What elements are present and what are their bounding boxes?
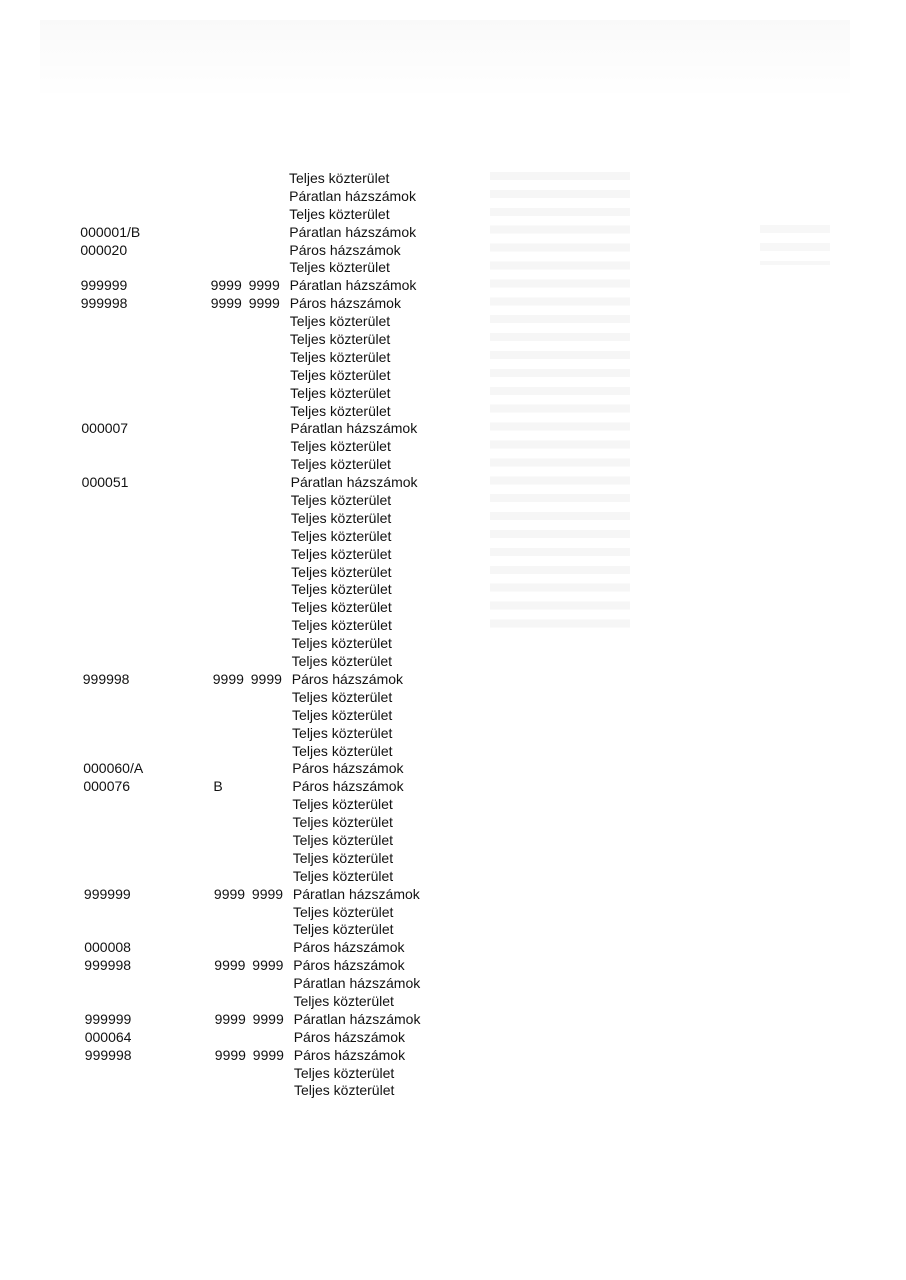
- address-type-cell: Páros házszámok: [291, 670, 404, 687]
- table-row: [1, 349, 906, 367]
- table-row: [4, 939, 906, 957]
- table-row: [4, 832, 906, 850]
- table-row: [0, 259, 906, 277]
- table-row: [1, 313, 906, 331]
- address-type-cell: Páros házszámok: [293, 1046, 406, 1063]
- range-from-cell: B: [213, 778, 223, 795]
- table-row: [5, 993, 906, 1011]
- address-type-cell: Teljes közterület: [293, 992, 394, 1009]
- range-from-cell: 9999: [214, 957, 246, 974]
- table-row: [2, 546, 906, 564]
- address-type-cell: Teljes közterület: [289, 170, 390, 186]
- range-from-cell: 9999: [210, 295, 242, 312]
- address-type-cell: Teljes közterület: [294, 1082, 395, 1099]
- table-row: [4, 868, 906, 886]
- house-number-cell: 999998: [84, 1046, 132, 1063]
- address-type-cell: Teljes közterület: [293, 921, 394, 938]
- table-row: [2, 492, 906, 510]
- address-type-cell: Páratlan házszámok: [292, 885, 420, 902]
- table-row: [0, 224, 906, 242]
- address-type-cell: Teljes közterület: [290, 366, 391, 383]
- house-number-cell: 000060/A: [83, 760, 144, 777]
- range-from-cell: 9999: [213, 885, 246, 902]
- table-row: [4, 904, 906, 922]
- address-type-cell: Teljes közterület: [290, 492, 392, 509]
- table-row: [4, 975, 906, 993]
- address-type-cell: Páratlan házszámok: [290, 474, 418, 491]
- house-number-cell: 999999: [80, 277, 128, 294]
- table-row: [2, 510, 906, 528]
- address-type-cell: Teljes közterület: [292, 849, 394, 866]
- house-number-cell: 999999: [84, 1010, 132, 1027]
- address-type-cell: Teljes közterület: [293, 1064, 395, 1081]
- table-row: [1, 420, 906, 438]
- house-number-cell: 999998: [82, 670, 130, 687]
- address-type-cell: Páros házszámok: [293, 939, 405, 956]
- address-type-cell: Páros házszámok: [293, 957, 405, 974]
- address-type-cell: Teljes közterület: [292, 831, 394, 848]
- house-number-cell: 999998: [80, 295, 128, 312]
- address-type-cell: Teljes közterület: [291, 581, 392, 598]
- table-row: [5, 1029, 906, 1047]
- house-number-cell: 000008: [84, 939, 131, 956]
- address-type-cell: Páratlan házszámok: [290, 420, 418, 437]
- table-row: [1, 403, 906, 421]
- address-type-cell: Teljes közterület: [291, 545, 392, 562]
- table-row: [3, 725, 906, 743]
- address-type-cell: Teljes közterület: [292, 814, 393, 831]
- address-type-cell: Teljes közterület: [290, 438, 391, 455]
- scan-bleed-through: [40, 20, 850, 100]
- address-type-cell: Páratlan házszámok: [289, 187, 416, 204]
- address-type-cell: Páratlan házszámok: [289, 277, 417, 294]
- table-row: [2, 564, 906, 582]
- address-type-cell: Teljes közterület: [291, 653, 393, 670]
- table-row: [4, 886, 906, 904]
- address-type-cell: Teljes közterület: [291, 706, 393, 723]
- range-from-cell: 9999: [214, 1046, 246, 1063]
- table-row: [3, 671, 906, 689]
- table-row: [3, 796, 906, 814]
- table-row: [4, 814, 906, 832]
- table-row: [0, 188, 906, 206]
- address-type-cell: Páratlan házszámok: [293, 1010, 421, 1027]
- address-type-cell: Páros házszámok: [293, 1028, 405, 1045]
- range-from-cell: 9999: [212, 670, 244, 687]
- table-row: [1, 331, 906, 349]
- range-to-cell: 9999: [248, 277, 280, 294]
- table-row: [2, 456, 906, 474]
- table-row: [0, 242, 906, 260]
- house-number-cell: 999998: [84, 957, 132, 974]
- address-type-cell: Teljes közterület: [290, 384, 391, 401]
- table-row: [4, 921, 906, 939]
- table-row: [1, 367, 906, 385]
- address-type-cell: Teljes közterület: [289, 205, 390, 222]
- house-number-cell: 000001/B: [80, 223, 141, 240]
- address-type-cell: Teljes közterület: [289, 331, 391, 348]
- table-row: [1, 385, 906, 403]
- address-type-cell: Teljes közterület: [290, 456, 391, 473]
- table-row: [2, 528, 906, 546]
- house-number-cell: 000020: [80, 241, 128, 258]
- table-row: [1, 277, 906, 295]
- table-row: [3, 778, 906, 796]
- range-to-cell: 9999: [251, 885, 284, 902]
- table-row: [5, 1065, 906, 1083]
- address-type-cell: Teljes közterület: [291, 563, 392, 580]
- address-type-cell: Páros házszámok: [289, 241, 401, 258]
- range-to-cell: 9999: [250, 670, 282, 687]
- table-row: [5, 1011, 906, 1029]
- address-table: [0, 170, 906, 1100]
- range-to-cell: 9999: [248, 295, 280, 312]
- table-row: [1, 295, 906, 313]
- address-type-cell: Teljes közterület: [291, 599, 392, 616]
- address-type-cell: Páratlan házszámok: [289, 223, 417, 240]
- address-type-cell: Páros házszámok: [292, 760, 404, 777]
- house-number-cell: 000051: [81, 474, 129, 491]
- table-row: [0, 170, 906, 188]
- address-type-cell: Teljes közterület: [292, 724, 393, 741]
- house-number-cell: 999999: [83, 885, 131, 902]
- address-type-cell: Teljes közterület: [290, 402, 391, 419]
- table-row: [3, 689, 906, 707]
- table-row: [2, 474, 906, 492]
- range-to-cell: 9999: [252, 957, 284, 974]
- address-type-cell: Teljes közterület: [292, 796, 393, 813]
- range-to-cell: 9999: [252, 1010, 284, 1027]
- address-type-cell: Páratlan házszámok: [293, 975, 421, 992]
- table-row: [3, 653, 906, 671]
- address-type-cell: Teljes közterület: [289, 259, 390, 276]
- address-type-cell: Teljes közterület: [291, 635, 392, 652]
- table-row: [2, 617, 906, 635]
- address-type-cell: Teljes közterület: [289, 313, 391, 330]
- address-type-cell: Teljes közterület: [290, 527, 392, 544]
- address-type-cell: Teljes közterület: [293, 903, 394, 920]
- table-row: [0, 206, 906, 224]
- table-row: [4, 850, 906, 868]
- house-number-cell: 000007: [81, 420, 129, 437]
- address-type-cell: Teljes közterület: [292, 867, 394, 884]
- address-type-cell: Teljes közterület: [290, 509, 392, 526]
- address-type-cell: Páros házszámok: [289, 295, 401, 312]
- table-row: [3, 635, 906, 653]
- table-row: [3, 743, 906, 761]
- range-from-cell: 9999: [210, 277, 242, 294]
- table-row: [1, 438, 906, 456]
- table-row: [5, 1082, 906, 1100]
- address-type-cell: Teljes közterület: [291, 617, 392, 634]
- range-to-cell: 9999: [252, 1046, 284, 1063]
- address-type-cell: Teljes közterület: [289, 348, 391, 365]
- address-type-cell: Teljes közterület: [291, 688, 393, 705]
- address-type-cell: Páros házszámok: [292, 778, 404, 795]
- table-row: [5, 1047, 906, 1065]
- house-number-cell: 000064: [84, 1028, 132, 1045]
- table-row: [4, 957, 906, 975]
- table-row: [3, 760, 906, 778]
- house-number-cell: 000076: [83, 778, 131, 795]
- range-from-cell: 9999: [214, 1010, 246, 1027]
- table-row: [2, 599, 906, 617]
- table-row: [2, 581, 906, 599]
- address-type-cell: Teljes közterület: [292, 742, 393, 759]
- table-row: [3, 707, 906, 725]
